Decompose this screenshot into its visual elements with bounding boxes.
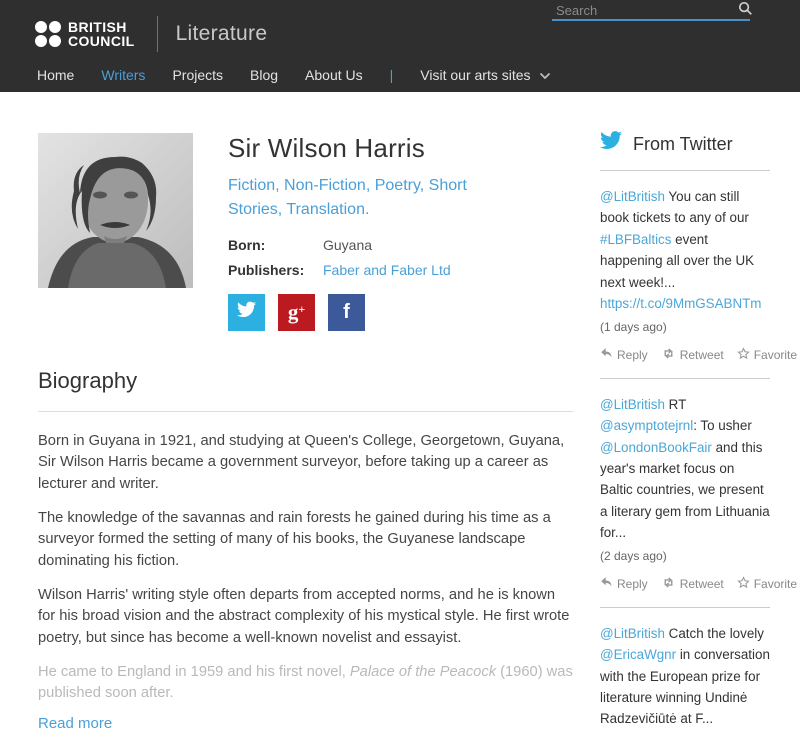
- writer-name: Sir Wilson Harris: [228, 133, 425, 163]
- genre-link[interactable]: Translation: [286, 201, 365, 218]
- facebook-share-button[interactable]: [328, 294, 365, 331]
- google-plus-share-button[interactable]: [278, 294, 315, 331]
- tweet-link[interactable]: @LitBritish: [600, 625, 665, 641]
- tweet-actions: [600, 576, 798, 592]
- tweet-text: @LitBritish RT @asymptotejrnl: To usher @LondonBookFair and this year's market focus on Baltic countries, we present a literary gem from Lithuania for...: [600, 396, 770, 541]
- biography-paragraph: Wilson Harris' writing style often departs from accepted norms, and he is known for his broad vision and the abstract complexity of his mystical style. He first wrote poetry, but since has become a well-known novelist and essayist.: [38, 586, 570, 646]
- genre-link[interactable]: Short Stories: [228, 177, 467, 218]
- search-button[interactable]: [736, 1, 755, 19]
- nav-item-blog[interactable]: Blog: [250, 67, 279, 83]
- genre-link[interactable]: Poetry: [374, 177, 420, 194]
- tweet-item: [600, 186, 798, 363]
- tweet-link[interactable]: @LitBritish: [600, 189, 665, 204]
- favorite-icon: [737, 576, 750, 592]
- biography-divider: [38, 411, 573, 412]
- twitter-bird-icon: [600, 133, 622, 156]
- writer-main-column: [38, 133, 573, 733]
- reply-icon: [600, 347, 613, 362]
- writer-portrait-photo: [38, 133, 193, 288]
- chevron-down-icon: [539, 67, 551, 83]
- nav-separator: |: [389, 67, 394, 83]
- tweet-text: @LitBritish You can still book tickets to any of our #LBFBaltics event happening all over the UK next week!... https://t.co/9MmGSABNTm: [600, 189, 762, 312]
- brand-divider: [157, 16, 158, 52]
- born-label: Born:: [228, 237, 266, 253]
- nav-item-about-us[interactable]: About Us: [305, 67, 363, 83]
- tweet-link[interactable]: #LBFBaltics: [600, 231, 672, 247]
- reply-icon: [600, 576, 613, 591]
- reply-button[interactable]: Reply: [600, 347, 648, 363]
- biography-heading: Biography: [38, 368, 138, 393]
- sidebar-divider: [600, 170, 770, 171]
- publishers-row: [228, 262, 518, 278]
- tweet-divider: [600, 378, 770, 379]
- biography-paragraph: Born in Guyana in 1921, and studying at Queen's College, Georgetown, Guyana, Sir Wilson Harris became a government surveyor, before taking up a career as lecturer and writer.: [38, 433, 565, 492]
- visit-arts-sites-dropdown[interactable]: Visit our arts sites: [420, 67, 550, 83]
- favorite-icon: [737, 347, 750, 363]
- main-nav: [37, 67, 551, 83]
- tweet-divider: [600, 607, 770, 608]
- genre-link[interactable]: Fiction: [228, 177, 276, 194]
- reply-button[interactable]: Reply: [600, 576, 648, 592]
- retweet-icon: [661, 347, 676, 363]
- read-more-link[interactable]: Read more: [38, 715, 113, 733]
- british-council-logo[interactable]: [35, 16, 267, 52]
- tweet-actions: [600, 347, 798, 363]
- tweet-link[interactable]: @asymptotejrnl: [600, 418, 694, 434]
- genre-link[interactable]: Non-Fiction: [284, 177, 366, 194]
- from-twitter-title: From Twitter: [633, 134, 733, 154]
- writer-info: [228, 133, 518, 331]
- tweet-text: @LitBritish Catch the lovely @EricaWgnr in conversation with the European prize for literature winning Undinė Radzevičiūtė at F...: [600, 625, 770, 727]
- publishers-label: Publishers:: [228, 262, 305, 278]
- tweet-link[interactable]: @EricaWgnr: [600, 647, 677, 663]
- retweet-button[interactable]: Retweet: [661, 347, 724, 363]
- british-council-name: BRITISH COUNCIL: [68, 19, 135, 49]
- tweet-list: [600, 186, 798, 730]
- twitter-share-button[interactable]: [228, 294, 265, 331]
- born-value: Guyana: [323, 237, 373, 253]
- site-header: [0, 0, 800, 92]
- search-icon: [738, 1, 753, 19]
- content: [0, 92, 800, 733]
- tweet-item: [600, 623, 770, 730]
- nav-item-home[interactable]: Home: [37, 67, 75, 83]
- tweet-link[interactable]: @LitBritish: [600, 396, 665, 412]
- nav-item-writers[interactable]: Writers: [101, 67, 146, 83]
- tweet-link[interactable]: @LondonBookFair: [600, 439, 712, 455]
- biography-paragraph: The knowledge of the savannas and rain forests he gained during his time as a surveyor formed the setting of many of his books, the Guyanese landscape dominating his fiction.: [38, 509, 551, 569]
- site-title: Literature: [175, 22, 268, 45]
- retweet-button[interactable]: Retweet: [661, 576, 724, 592]
- tweet-link[interactable]: https://t.co/9MmGSABNTm: [600, 296, 762, 312]
- born-row: [228, 237, 518, 253]
- british-council-dots-icon: [35, 21, 61, 47]
- google-plus-icon: g+: [287, 300, 306, 324]
- genre-list: Fiction, Non-Fiction, Poetry, Short Stories, Translation.: [228, 177, 467, 218]
- search-input[interactable]: [552, 2, 736, 19]
- favorite-button[interactable]: Favorite: [737, 576, 797, 592]
- social-share-buttons: [228, 294, 518, 331]
- favorite-button[interactable]: Favorite: [737, 347, 797, 363]
- from-twitter-heading: [600, 133, 770, 156]
- retweet-icon: [661, 576, 676, 592]
- twitter-sidebar: [600, 133, 798, 733]
- biography-paragraph-faded: He came to England in 1959 and his first novel, Palace of the Peacock (1960) was published soon after.: [38, 663, 573, 702]
- search-box: [552, 1, 750, 21]
- tweet-timestamp: (2 days ago): [600, 548, 667, 563]
- tweet-timestamp: (1 days ago): [600, 319, 667, 334]
- publisher-link[interactable]: Faber and Faber Ltd: [323, 262, 451, 278]
- facebook-icon: f: [343, 301, 350, 323]
- writer-head: [38, 133, 573, 331]
- nav-item-projects[interactable]: Projects: [172, 67, 224, 83]
- tweet-item: [600, 394, 798, 592]
- twitter-icon: [237, 303, 256, 322]
